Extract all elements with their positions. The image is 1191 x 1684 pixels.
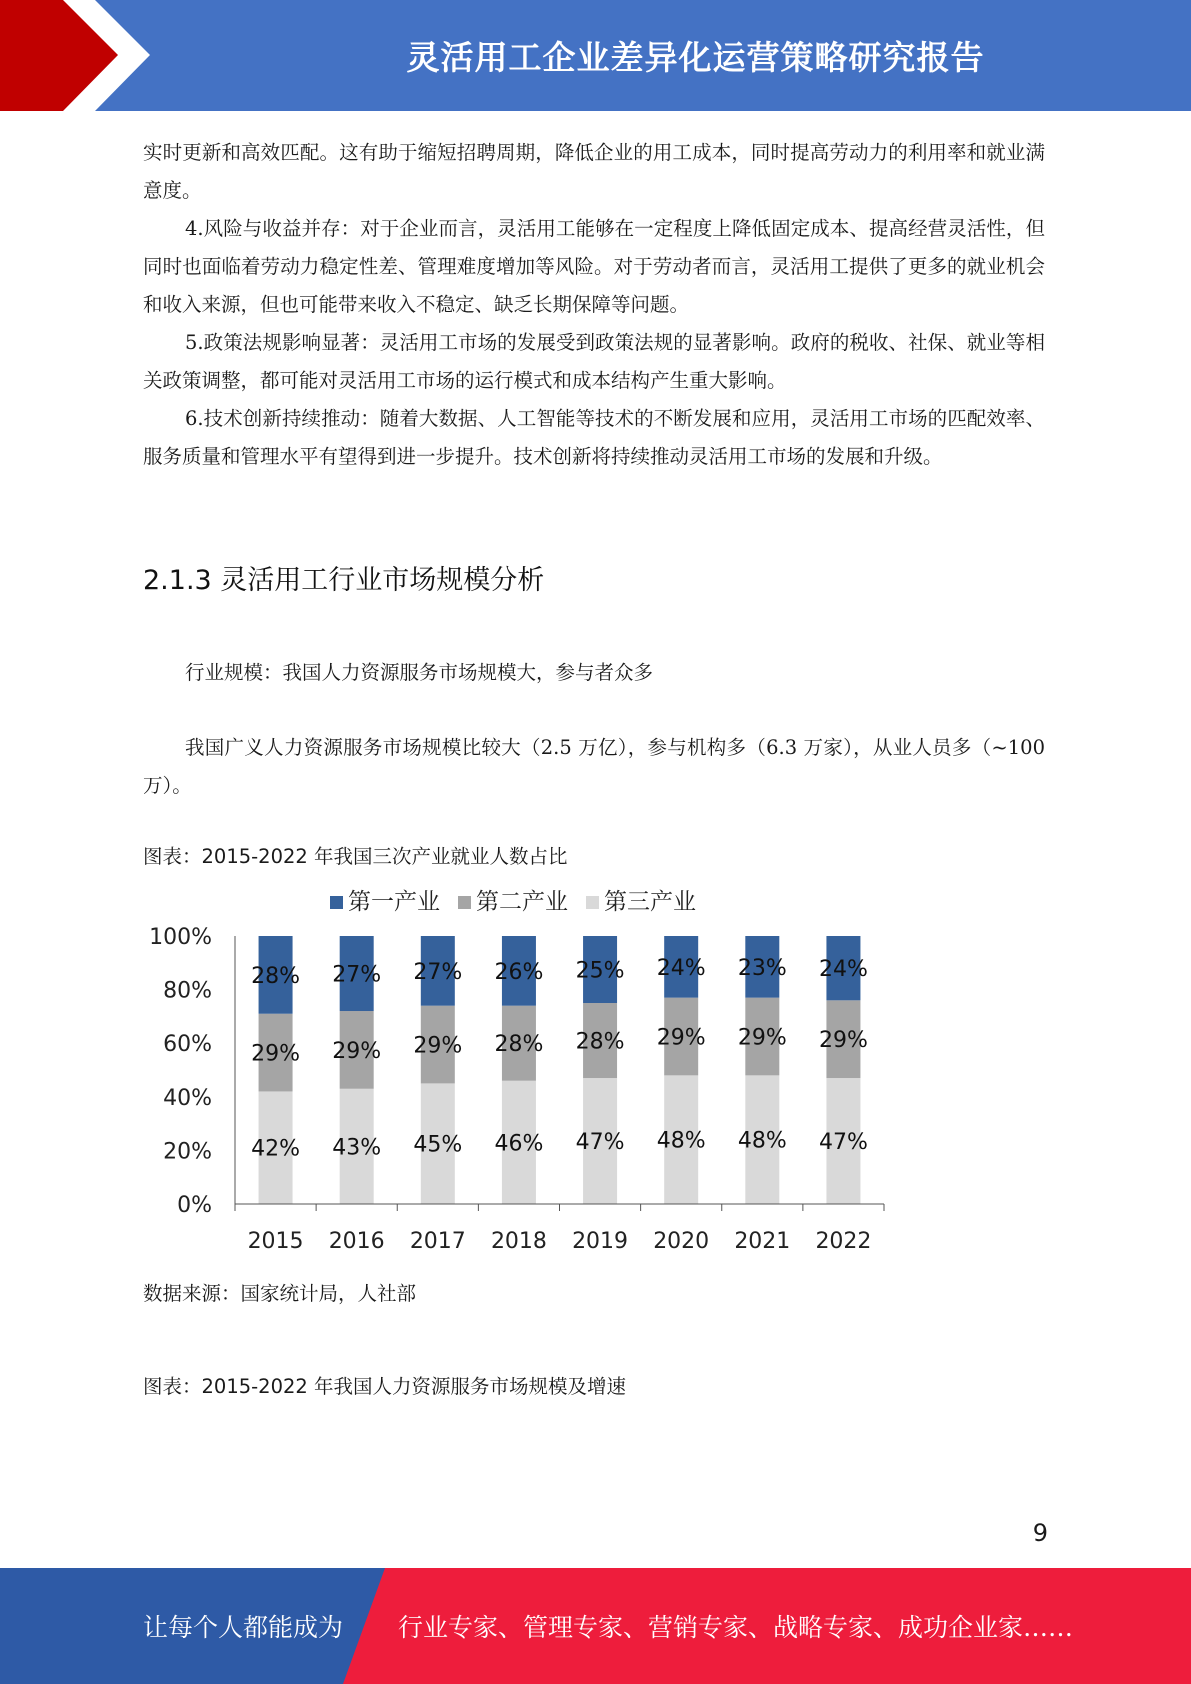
- figure1-caption: 图表：2015-2022 年我国三次产业就业人数占比: [143, 845, 568, 868]
- data-label: 25%: [575, 958, 625, 984]
- industry-subtitle-block: [143, 654, 1045, 692]
- x-tick-label: 2018: [490, 1229, 547, 1254]
- legend-label-2: 第一产业: [348, 889, 440, 915]
- data-label: 45%: [413, 1132, 463, 1158]
- x-tick-label: 2022: [815, 1229, 872, 1254]
- section-heading: 2.1.3 灵活用工行业市场规模分析: [143, 565, 545, 596]
- data-label: 24%: [656, 955, 706, 981]
- page-footer: [0, 1568, 1191, 1684]
- data-label: 42%: [251, 1136, 301, 1162]
- data-label: 47%: [575, 1130, 625, 1156]
- data-label: 28%: [251, 963, 301, 989]
- figure1-source: 数据来源：国家统计局，人社部: [143, 1282, 417, 1305]
- x-tick-label: 2021: [734, 1229, 791, 1254]
- data-label: 48%: [656, 1128, 706, 1154]
- figure2-caption: 图表：2015-2022 年我国人力资源服务市场规模及增速: [143, 1375, 626, 1398]
- x-tick-label: 2020: [653, 1229, 710, 1254]
- legend-label-0: 第三产业: [604, 889, 696, 915]
- report-title: 灵活用工企业差异化运营策略研究报告: [406, 38, 985, 77]
- legend-label-1: 第二产业: [476, 889, 568, 915]
- y-tick-label: 40%: [163, 1085, 212, 1111]
- data-label: 28%: [494, 1032, 544, 1058]
- paragraph-tech-innovation: 6.技术创新持续推动：随着大数据、人工智能等技术的不断发展和应用，灵活用工市场的匹配效率、服务质量和管理水平有望得到进一步提升。技术创新将持续推动灵活用工市场的发展和升级。: [143, 407, 1045, 468]
- data-label: 48%: [737, 1128, 787, 1154]
- y-tick-label: 0%: [177, 1193, 212, 1218]
- header-arrow-decoration: [0, 0, 200, 111]
- footer-slogan-right: 行业专家、管理专家、营销专家、战略专家、成功企业家……: [398, 1613, 1074, 1642]
- data-label: 29%: [413, 1033, 463, 1059]
- legend-swatch-2: [330, 896, 343, 909]
- data-label: 29%: [656, 1025, 706, 1051]
- data-label: 27%: [332, 962, 382, 988]
- page-header: [0, 0, 1191, 111]
- data-label: 28%: [575, 1029, 625, 1055]
- legend-swatch-0: [586, 896, 599, 909]
- page-number: 9: [1032, 1519, 1048, 1547]
- data-label: 29%: [737, 1025, 787, 1051]
- x-tick-label: 2016: [328, 1229, 385, 1254]
- data-label: 27%: [413, 959, 463, 985]
- y-tick-label: 20%: [163, 1139, 212, 1165]
- data-label: 24%: [818, 957, 868, 983]
- data-label: 47%: [818, 1130, 868, 1156]
- y-tick-label: 60%: [163, 1032, 212, 1058]
- data-label: 46%: [494, 1131, 544, 1157]
- paragraph-risk-reward: 4.风险与收益并存：对于企业而言，灵活用工能够在一定程度上降低固定成本、提高经营灵活性，但同时也面临着劳动力稳定性差、管理难度增加等风险。对于劳动者而言，灵活用工提供了更多的就业机会和收入来源，但也可能带来收入不稳定、缺乏长期保障等问题。: [143, 217, 1045, 316]
- industry-description: 我国广义人力资源服务市场规模比较大（2.5 万亿），参与机构多（6.3 万家），从业人员多（~100 万）。: [143, 736, 1045, 797]
- legend-swatch-1: [458, 896, 471, 909]
- data-label: 43%: [332, 1135, 382, 1161]
- x-tick-label: 2019: [572, 1229, 629, 1254]
- data-label: 29%: [818, 1028, 868, 1054]
- data-label: 29%: [251, 1041, 301, 1067]
- y-tick-label: 80%: [163, 978, 212, 1004]
- data-label: 29%: [332, 1038, 382, 1064]
- x-tick-label: 2015: [247, 1229, 304, 1254]
- industry-desc-block: [143, 729, 1045, 805]
- body-text: [143, 134, 1045, 476]
- employment-share-chart: [130, 880, 910, 1260]
- paragraph-continuation: 实时更新和高效匹配。这有助于缩短招聘周期，降低企业的用工成本，同时提高劳动力的利用率和就业满意度。: [143, 141, 1045, 202]
- data-label: 26%: [494, 959, 544, 985]
- y-tick-label: 100%: [149, 925, 212, 950]
- footer-slogan-left: 让每个人都能成为: [143, 1613, 344, 1642]
- industry-subtitle: 行业规模：我国人力资源服务市场规模大，参与者众多: [185, 661, 654, 684]
- x-tick-label: 2017: [409, 1229, 466, 1254]
- data-label: 23%: [737, 955, 787, 981]
- paragraph-policy: 5.政策法规影响显著：灵活用工市场的发展受到政策法规的显著影响。政府的税收、社保、就业等相关政策调整，都可能对灵活用工市场的运行模式和成本结构产生重大影响。: [143, 331, 1045, 392]
